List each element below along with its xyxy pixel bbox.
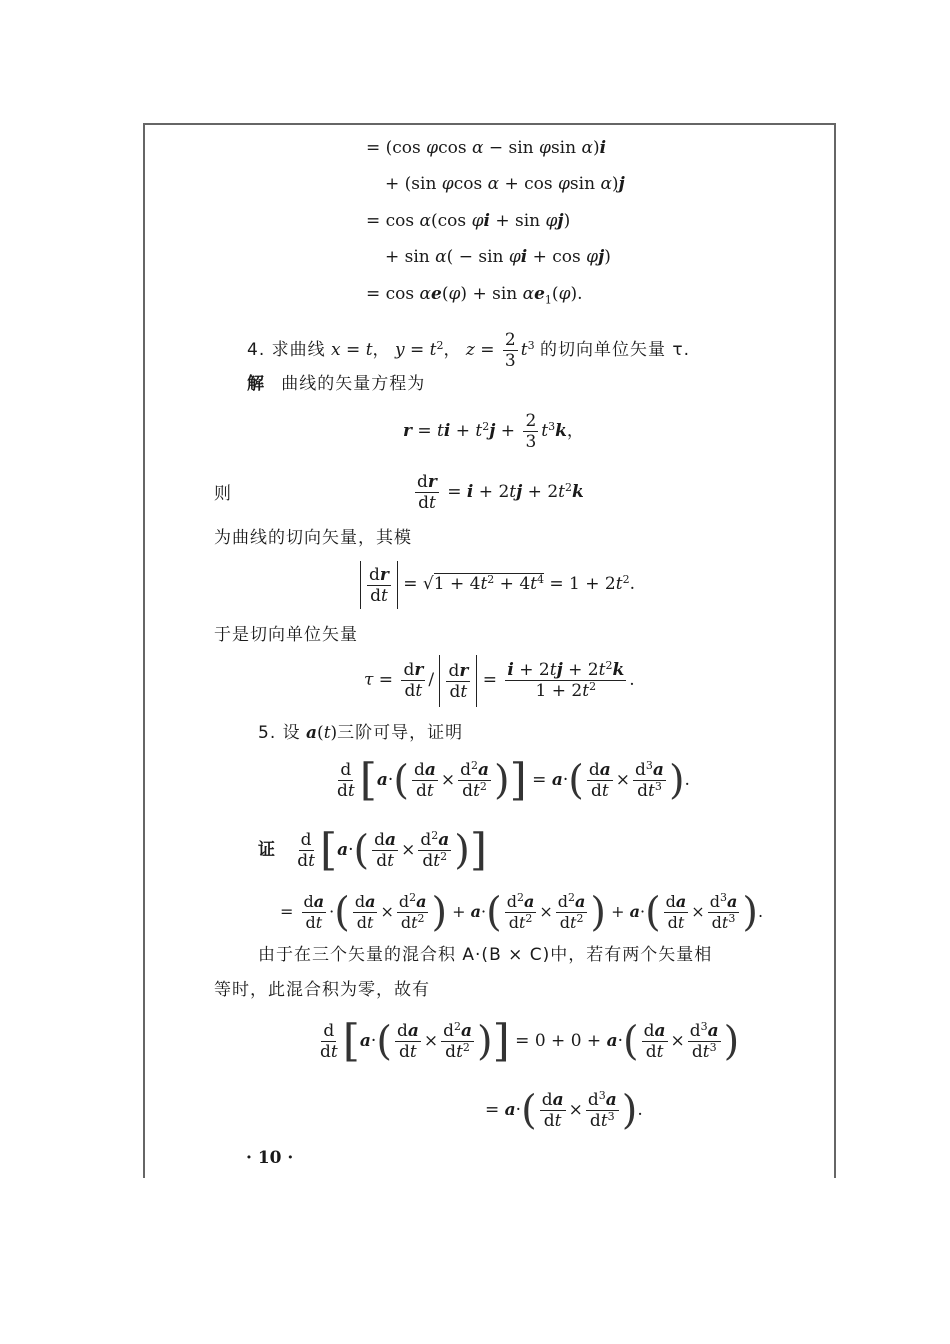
proof-5-text-1 (258, 944, 712, 966)
tangent-text-content: 为曲线的切向矢量，其模 (214, 528, 412, 548)
unit-text-content: 于是切向单位矢量 (214, 625, 358, 645)
problem-5: 5. 设 a(t)三阶可导，证明 (258, 723, 464, 743)
problem-5-label: 5. 设 (258, 723, 301, 743)
eq-line-1: = (cos φcos α − sin φsin α)i (366, 138, 607, 158)
eq-vector-r: r = ti + $t^2j$ + $\frac{2}{3}$ $t^3k$， (403, 411, 584, 452)
ze-text: 则 (214, 484, 232, 504)
eq-proof-5-result: $\frac{d}{dt}$ [a·( $\frac{da}{dt}$ × $\frac{d^2a}{dt^2}$ )] = 0 + 0 + a·( $\frac{da}{dt}$ × $\frac{d^3a}{dt^3}$ ) (320, 1015, 740, 1067)
eq-dr-dt: $\frac{dr}{dt}$ = $i + 2tj + 2t^2k$ (417, 472, 584, 513)
eq-problem-5: $\frac{d}{dt}$ [a·( $\frac{da}{dt}$ × $\frac{d^2a}{dt^2}$ )] = a·( $\frac{da}{dt}$ × $\frac{d^3a}{dt^3}$ ). (337, 754, 690, 806)
solution-4-intro-text: 曲线的矢量方程为 (281, 374, 426, 394)
eq-line-5: = $\cos \alpha e(\varphi) + \sin \alpha e_1(\varphi)$. (366, 284, 583, 307)
proof-5-text-2 (214, 979, 430, 1001)
ze-label (214, 483, 232, 505)
proof-5-text-1-content: 由于在三个矢量的混合积 A·(B × C)中，若有两个矢量相 (258, 945, 713, 965)
eq-modulus: $\frac{dr}{dt}$ = $√1 + 4t^2 + 4t^4 = 1 + 2t^2$. (360, 560, 635, 609)
proof-5-expand: = $\frac{da}{dt}$ ·( $\frac{da}{dt}$ × $\frac{d^2a}{dt^2}$ ) + a·( $\frac{d^2a}{dt^2}$ × $\frac{d^2a}{dt^2}$ ) + a·( $\frac{da}{dt}$ × $\frac{d^3a}{dt^3}$ ). (280, 889, 764, 936)
problem-5-cond: 三阶可导，证明 (337, 723, 464, 743)
zheng-label: 证 (258, 840, 276, 860)
jie-label: 解 (247, 374, 265, 394)
problem-4: 4. 求曲线 x = t， $y = t^2$， z = $\frac{2}{3}$ $t^3$ 的切向单位矢量 τ. (247, 330, 691, 371)
eq-line-2: + (sin φcos α + cos φsin α)j (385, 174, 625, 194)
problem-4-label: 4. 求曲线 (247, 340, 326, 360)
tangent-text (214, 527, 412, 549)
page-number: · 10 · (246, 1148, 294, 1168)
unit-text (214, 624, 358, 646)
solution-4-intro (247, 373, 425, 395)
eq-proof-5-final: = a·( $\frac{da}{dt}$ × $\frac{d^3a}{dt^3}$ ). (485, 1087, 643, 1134)
eq-line-4: + sin α( − sin φi + cos φj) (385, 247, 611, 267)
proof-5-start: 证 $\frac{d}{dt}$ [a·( $\frac{da}{dt}$ × $\frac{d^2a}{dt^2}$ )] (258, 824, 487, 876)
eq-line-3: = cos α(cos φi + sin φj) (366, 211, 571, 231)
problem-4-task: 的切向单位矢量 τ. (539, 340, 691, 360)
proof-5-text-2-content: 等时，此混合积为零，故有 (214, 980, 430, 1000)
eq-tau: τ = $\frac{dr}{dt}$ / $\frac{dr}{dt}$ = $\frac{i + 2tj + 2t^2k}{1 + 2t^2}$ . (364, 654, 635, 707)
